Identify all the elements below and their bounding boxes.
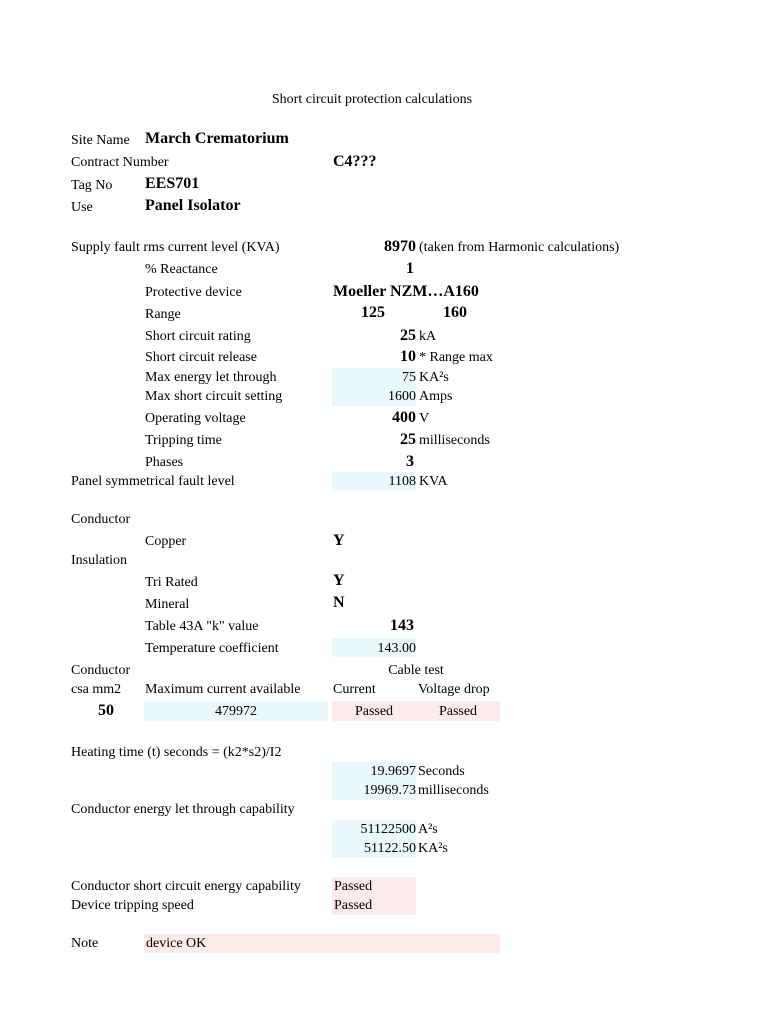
cable-conductor-label: Conductor [71,663,131,678]
reactance-label: % Reactance [145,262,218,277]
page-title: Short circuit protection calculations [271,92,473,107]
range-label: Range [145,307,181,322]
panel-fault-value: 1108 [388,474,416,489]
max-energy-value: 75 [402,370,416,385]
ms-value: 19969.73 [363,783,416,798]
heating-formula-label: Heating time (t) seconds = (k2*s2)/I2 [71,745,282,760]
cable-test-label: Cable test [388,663,444,678]
max-sc-setting-label: Max short circuit setting [145,389,283,404]
max-sc-setting-value: 1600 [388,389,416,404]
csa-label: csa mm2 [71,682,122,697]
max-energy-unit: KA²s [419,370,449,385]
voltage-drop-result: Passed [438,704,478,719]
max-current-value: 479972 [215,704,257,719]
max-sc-setting-unit: Amps [419,389,453,404]
tripping-time-label: Tripping time [145,433,222,448]
contract-number-value: C4??? [333,153,377,170]
trip-speed-label: Device tripping speed [71,898,194,913]
energy-cap-label: Conductor short circuit energy capability [71,879,301,894]
trip-speed-value: Passed [334,898,373,913]
current-label: Current [333,682,376,697]
mineral-label: Mineral [145,597,190,612]
voltage-unit: V [419,411,430,426]
energy-cap-value: Passed [334,879,373,894]
note-label: Note [71,936,99,951]
supply-fault-label: Supply fault rms current level (KVA) [71,240,280,255]
energy-capability-label: Conductor energy let through capability [71,802,295,817]
note-value: device OK [146,936,207,951]
sc-release-value: 10 [400,348,416,365]
reactance-value: 1 [406,260,414,277]
sc-release-unit: * Range max [419,350,493,365]
k-value-label: Table 43A "k" value [145,619,259,634]
site-name-value: March Crematorium [145,130,289,147]
max-current-label: Maximum current available [145,682,301,697]
supply-fault-note: (taken from Harmonic calculations) [419,240,620,255]
contract-number-label: Contract Number [71,155,169,170]
site-name-label: Site Name [71,133,130,148]
energy-a-value: 51122500 [360,822,416,837]
phases-label: Phases [145,455,184,470]
panel-fault-label: Panel symmetrical fault level [71,474,235,489]
tri-rated-label: Tri Rated [145,575,198,590]
protective-device-value: Moeller NZM…A160 [333,283,479,300]
range-min-value: 125 [361,304,385,321]
tripping-time-unit: milliseconds [419,433,490,448]
phases-value: 3 [406,453,414,470]
seconds-value: 19.9697 [370,764,416,779]
supply-fault-value: 8970 [384,238,416,255]
mineral-value: N [333,594,345,611]
sc-rating-value: 25 [400,327,416,344]
ms-unit: milliseconds [418,783,489,798]
range-max-value: 160 [443,304,467,321]
temp-coeff-label: Temperature coefficient [145,641,279,656]
seconds-unit: Seconds [418,764,465,779]
energy-a-unit: A²s [418,822,438,837]
tripping-time-value: 25 [400,431,416,448]
current-result: Passed [354,704,394,719]
tag-no-value: EES701 [145,175,200,192]
sc-rating-label: Short circuit rating [145,329,251,344]
sc-rating-unit: kA [419,329,437,344]
insulation-heading: Insulation [71,553,127,568]
panel-fault-unit: KVA [419,474,448,489]
voltage-label: Operating voltage [145,411,246,426]
conductor-heading: Conductor [71,512,131,527]
tag-no-label: Tag No [71,178,113,193]
energy-ka-unit: KA²s [418,841,448,856]
energy-ka-value: 51122.50 [364,841,416,856]
use-label: Use [71,200,93,215]
max-energy-label: Max energy let through [145,370,277,385]
copper-value: Y [333,532,345,549]
copper-label: Copper [145,534,187,549]
sc-release-label: Short circuit release [145,350,257,365]
k-value: 143 [390,617,414,634]
voltage-value: 400 [392,409,416,426]
use-value: Panel Isolator [145,197,241,214]
voltage-drop-label: Voltage drop [418,682,490,697]
protective-device-label: Protective device [145,285,242,300]
tri-rated-value: Y [333,572,345,589]
csa-value: 50 [98,702,114,719]
temp-coeff-value: 143.00 [377,641,416,656]
